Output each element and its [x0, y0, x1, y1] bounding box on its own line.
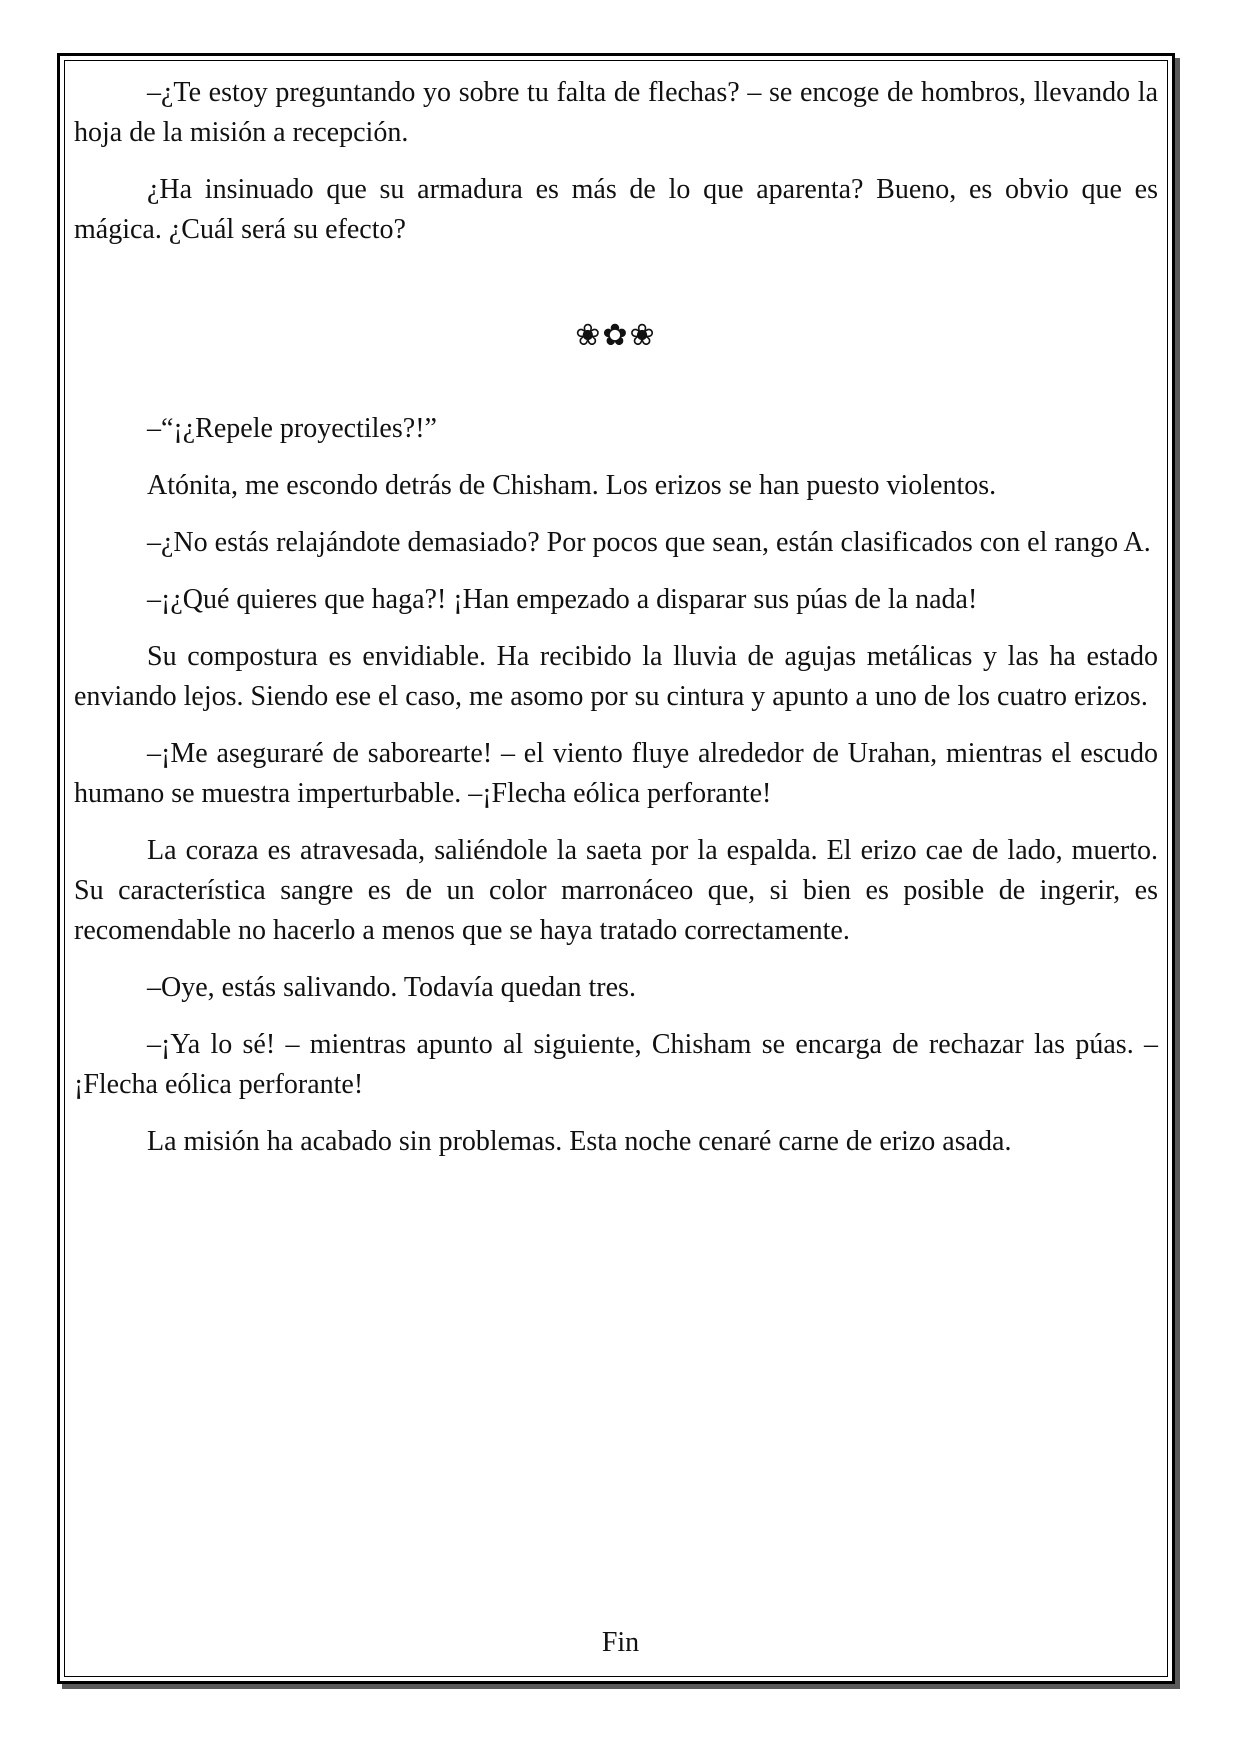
paragraph: Atónita, me escondo detrás de Chisham. Los erizos se han puesto violentos.: [147, 470, 997, 501]
paragraph: –¿Te estoy preguntando yo sobre tu falta de flechas? – se encoge de hombros, llevando la hoja de la misión a recepción.: [74, 77, 1158, 148]
paragraph: –“¡¿Repele proyectiles?!”: [147, 413, 437, 444]
end-marker: Fin: [601, 1627, 640, 1658]
paragraph: –¡¿Qué quieres que haga?! ¡Han empezado a disparar sus púas de la nada!: [147, 584, 978, 615]
paragraph: La misión ha acabado sin problemas. Esta noche cenaré carne de erizo asada.: [147, 1126, 1012, 1157]
page-content: [74, 73, 1158, 1179]
paragraph: La coraza es atravesada, saliéndole la saeta por la espalda. El erizo cae de lado, muerto. Su característica sangre es de un color marronáceo que, si bien es posible de ingerir, es recomendable no hacerlo a menos que se haya tratado correctamente.: [74, 835, 1158, 946]
paragraph: –¡Me aseguraré de saborearte! – el viento fluye alrededor de Urahan, mientras el escudo humano se muestra imperturbable. –¡Flecha eólica perforante!: [74, 738, 1158, 809]
paragraph: –¿No estás relajándote demasiado? Por pocos que sean, están clasificados con el rango A.: [147, 527, 1151, 558]
paragraph: ¿Ha insinuado que su armadura es más de lo que aparenta? Bueno, es obvio que es mágica. ¿Cuál será su efecto?: [74, 174, 1158, 245]
paragraph: –Oye, estás salivando. Todavía quedan tres.: [147, 972, 636, 1003]
paragraph: –¡Ya lo sé! – mientras apunto al siguiente, Chisham se encarga de rechazar las púas. –¡Flecha eólica perforante!: [74, 1029, 1158, 1100]
paragraph: Su compostura es envidiable. Ha recibido la lluvia de agujas metálicas y las ha estado enviando lejos. Siendo ese el caso, me asomo por su cintura y apunto a uno de los cuatro erizos.: [74, 641, 1158, 712]
scene-break-ornament: ❀✿❀: [575, 319, 657, 352]
